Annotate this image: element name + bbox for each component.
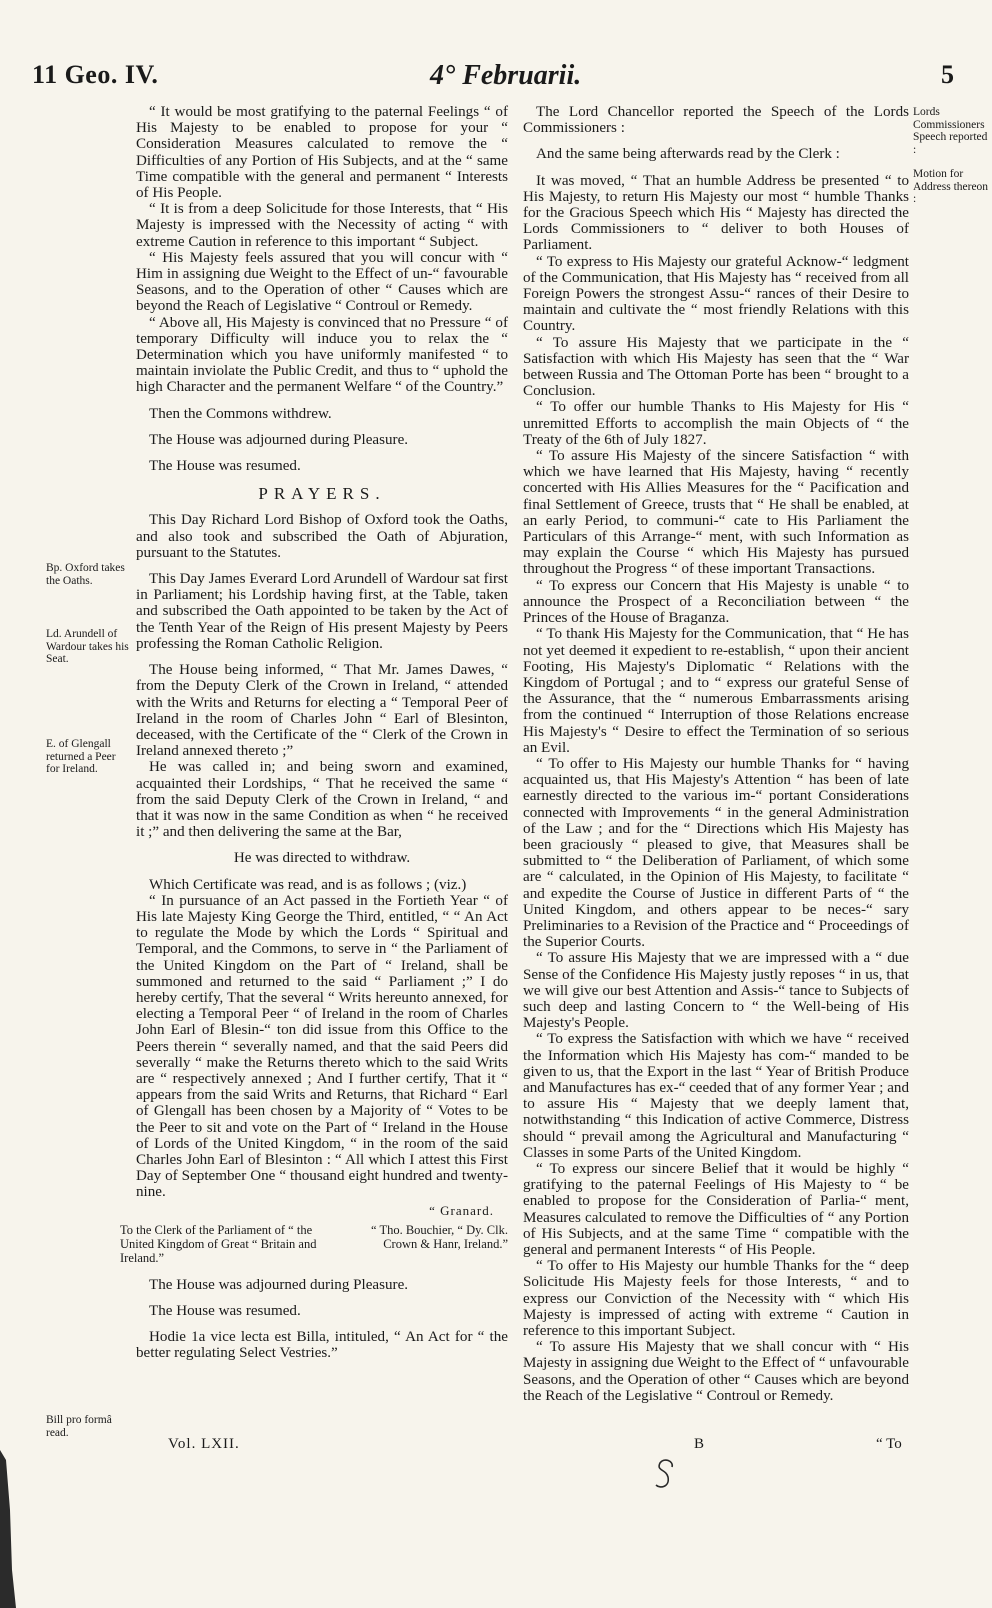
margin-note-ld-arundell: Ld. Arundell of Wardour takes his Seat. — [46, 628, 129, 665]
margin-note-e-glengall: E. of Glengall returned a Peer for Ireland. — [46, 738, 116, 775]
signature-mark: B — [694, 1436, 705, 1452]
speech-paragraph: “ It would be most gratifying to the paternal Feelings “ of His Majesty to be enabled to propose for your “ Consideration Measures calculated to remove the “ Difficulties of any Portion of His Subjects, and at the “ same Time compatible with the general and permanent “ Interests of His People. — [136, 104, 508, 202]
speech-reported: The Lord Chancellor reported the Speech of the Lords Commissioners : — [523, 104, 909, 137]
address-paragraph: “ To assure His Majesty of the sincere Satisfaction “ with which we have learned that His Majesty, having “ recently concerted with His Allies Measures for the “ Pacification and final Settlement of Greece, trusts that “ He shall be enabled, at an early Period, to communi-“ cate to His Parliament the Particulars of this Arrange-“ ment, with such Information as may explain the Course “ which His Majesty has pursued throughout the Progress “ of these important Transactions. — [523, 448, 909, 578]
page-number: 5 — [941, 60, 954, 89]
speech-paragraph: “ Above all, His Majesty is convinced that no Pressure “ of temporary Difficulty will induce you to relax the “ Determination which you have uniformly manifested “ to maintain inviolate the Public Credit, and thus to “ uphold the high Character and the permanent Welfare “ of the Country.” — [136, 314, 508, 396]
handwritten-mark-icon — [650, 1455, 680, 1491]
address-paragraph: “ To offer to His Majesty our humble Thanks for “ having acquainted us, that His Majesty's Attention “ has been of late earnestly directed to the various im-“ portant Considerations connected with Improvements “ in the general Administration of the Law ; and for the “ Directions which His Majesty has been graciously “ pleased to give, that Measures shall be submitted to “ the Deliberation of Parliament, of which some are “ calculated, in the Opinion of His Majesty, to facilitate “ and expedite the Course of Justice in different Parts of “ the United Kingdom, and others appear to be neces-“ sary Preliminaries to a Revision of the Practice and “ Proceedings of the Superior Courts. — [523, 755, 909, 951]
regnal-year: 11 Geo. IV. — [32, 60, 159, 89]
catchword: “ To — [876, 1436, 902, 1452]
read-by-clerk: And the same being afterwards read by the Clerk : — [536, 146, 840, 163]
address-paragraph: “ To express the Satisfaction with which we have “ received the Information which His Majesty has com-“ manded to be given to us, that the Export in the last “ Year of British Produce and Manufactures has ex-“ ceeded that of any former Year ; and to assure His “ Majesty that we deeply lament that, notwithstanding “ this Indication of active Commerce, Distress should “ prevail among the Agricultural and Manufacturing “ Classes in some Parts of the United Kingdom. — [523, 1031, 909, 1161]
running-header — [0, 60, 992, 100]
informed-entry: The House being informed, “ That Mr. James Dawes, “ from the Deputy Clerk of the Crown in Ireland, “ attended with the Writs and Returns for electing a “ Temporal Peer of Ireland in the room of Charles John “ Earl of Blesinton, deceased, with the Certificate of the “ Clerk of the Crown in Ireland annexed thereto ;” — [136, 662, 508, 760]
date-heading: 4° Februarii. — [430, 60, 582, 91]
withdraw-note: He was directed to withdraw. — [233, 850, 411, 867]
margin-note-lords-commissioners: Lords Commissioners Speech reported : — [913, 106, 988, 156]
address-paragraph: “ To assure His Majesty that we are impressed with a “ due Sense of the Confidence His Majesty justly reposes “ in us, that we will give our best Attention and Assis-“ tance to Subjects of such deep and lasting Concern to “ the Well-being of His Majesty's People. — [523, 950, 909, 1032]
adjourned-note: The House was adjourned during Pleasure. — [149, 1276, 409, 1293]
address-paragraph: “ To offer to His Majesty our humble Thanks for the “ deep Solicitude His Majesty feels for those Interests, “ and to express our Conviction of the Necessity with “ which His Majesty is impressed of acting with extreme “ Caution in reference to this important Subject. — [523, 1258, 909, 1340]
margin-note-bp-oxford: Bp. Oxford takes the Oaths. — [46, 562, 125, 587]
adjourned-note: The House was adjourned during Pleasure. — [149, 431, 409, 448]
resumed-note: The House was resumed. — [149, 1302, 301, 1319]
address-paragraph: “ To express to His Majesty our grateful Acknow-“ ledgment of the Communication, that His Majesty has “ received from all Foreign Powers the strongest Assu-“ rances of their Desire to maintain and cultivate the “ most friendly Relations with this Country. — [523, 253, 909, 335]
address-paragraph: “ To offer our humble Thanks to His Majesty for His “ unremitted Efforts to accomplish the main Objects of “ the Treaty of the 6th of July 1827. — [523, 399, 909, 448]
address-paragraph: It was moved, “ That an humble Address be presented “ to His Majesty, to return His Majesty our most “ humble Thanks for the Gracious Speech which His “ Majesty has directed the Lords Commissioners to “ deliver to both Houses of Parliament. — [523, 172, 909, 254]
left-column — [120, 104, 508, 1362]
address-to-clerk: To the Clerk of the Parliament of “ the United Kingdom of Great “ Britain and Ireland.” — [120, 1222, 317, 1265]
address-paragraph: “ To express our sincere Belief that it would be highly “ gratifying to the paternal Feelings of His Majesty to “ be enabled to propose for the Consideration of Parlia-“ ment, Measures calculated to remove the Difficulties of “ any Portion of His Subjects, and at the same Time “ compatible with the general and permanent Interests “ of His People. — [523, 1161, 909, 1259]
resumed-note: The House was resumed. — [149, 458, 301, 475]
speech-paragraph: “ It is from a deep Solicitude for those Interests, that “ His Majesty is impressed with the Necessity of acting “ with extreme Caution in reference to this important “ Subject. — [136, 201, 508, 250]
right-column — [523, 104, 909, 1404]
page-edge-shadow-icon — [0, 1450, 16, 1608]
address-paragraph: “ To thank His Majesty for the Communication, that “ He has not yet deemed it expedient to re-establish, “ upon their ancient Footing, His Majesty's Diplomatic “ Relations with the Kingdom of Portugal ; and to “ express our grateful Sense of the Assurance, that the “ numerous Embarrassments arising from the continued “ Interruption of those Relations encrease His Majesty's “ Desire to effect the Termination of so serious an Evil. — [523, 626, 909, 756]
oxford-entry: This Day Richard Lord Bishop of Oxford took the Oaths, and also took and subscribed the Oath of Abjuration, pursuant to the Statutes. — [136, 512, 508, 561]
certificate-signatures — [120, 1202, 508, 1267]
volume-number: Vol. LXII. — [168, 1436, 240, 1452]
arundell-entry: This Day James Everard Lord Arundell of Wardour sat first in Parliament; his Lordship having first, at the Table, taken and subscribed the Oath appointed to be taken by the Act of the Tenth Year of the Reign of His present Majesty by Peers professing the Roman Catholic Religion. — [136, 571, 508, 652]
called-in-entry: He was called in; and being sworn and examined, acquainted their Lordships, “ That he received the same “ from the said Deputy Clerk of the Crown in Ireland, “ and that it was now in the same Condition as when “ he received it ;” and then delivering the same at the Bar, — [136, 759, 508, 841]
certificate-text: “ In pursuance of an Act passed in the Fortieth Year “ of His late Majesty King George the Third, entitled, “ “ An Act to regulate the Mode by which the Lords “ Spiritual and Temporal, and the Commons, to serve in “ the Parliament of the United Kingdom on the Part of “ Ireland, shall be summoned and returned to the said “ Parliament ;” I do hereby certify, That the several “ Writs hereunto annexed, for electing a Temporal Peer “ of Ireland in the room of Charles John Earl of Blesin-“ ton did issue from this Office to the Peers therein “ severally named, and that the said Peers did severally “ make the Returns thereto which to the said Writs are “ respectively annexed ; And I further certify, That it “ appears from the said Writs and Returns, that Richard “ Earl of Glengall has been chosen by a Majority of “ Votes to be the Peer to sit and vote on the Part of “ Ireland in the House of Lords of the United Kingdom, “ in the room of the said Charles John Earl of Blesinton : “ All which I attest this First Day of September One “ thousand eight hundred and twenty-nine. — [136, 892, 508, 1201]
address-paragraph: “ To express our Concern that His Majesty is unable “ to announce the Prospect of a Reconciliation between “ the Princes of the House of Braganza. — [523, 577, 909, 627]
speech-paragraph: “ His Majesty feels assured that you will concur with “ Him in assigning due Weight to the Effect of un-“ favourable Seasons, and to the Operation of other “ Causes which are beyond the Reach of Legislative “ Controul or Remedy. — [136, 249, 508, 315]
margin-note-motion-address: Motion for Address thereon : — [913, 168, 989, 205]
address-paragraph: “ To assure His Majesty that we shall concur with “ His Majesty in assigning due Weight to the Effect of “ unfavourable Seasons, and the Operation of other “ Causes which are beyond the Reach of the Legislative “ Controul or Remedy. — [523, 1339, 909, 1404]
prayers-heading: PRAYERS. — [258, 484, 386, 504]
signature-granard: “ Granard. — [429, 1202, 494, 1218]
commons-withdrew: Then the Commons withdrew. — [149, 405, 332, 422]
bill-entry: Hodie 1a vice lecta est Billa, intituled, “ An Act for “ the better regulating Select Vestries.” — [136, 1329, 508, 1362]
certificate-intro: Which Certificate was read, and is as follows ; (viz.) — [149, 876, 467, 893]
signature-bouchier: “ Tho. Bouchier, “ Dy. Clk. Crown & Hanr, Ireland.” — [371, 1222, 508, 1251]
address-paragraph: “ To assure His Majesty that we participate in the “ Satisfaction with which His Majesty has seen that the “ War between Russia and The Ottoman Porte has been “ brought to a Conclusion. — [523, 334, 909, 400]
margin-note-bill-pro-forma: Bill pro formâ read. — [46, 1414, 112, 1439]
